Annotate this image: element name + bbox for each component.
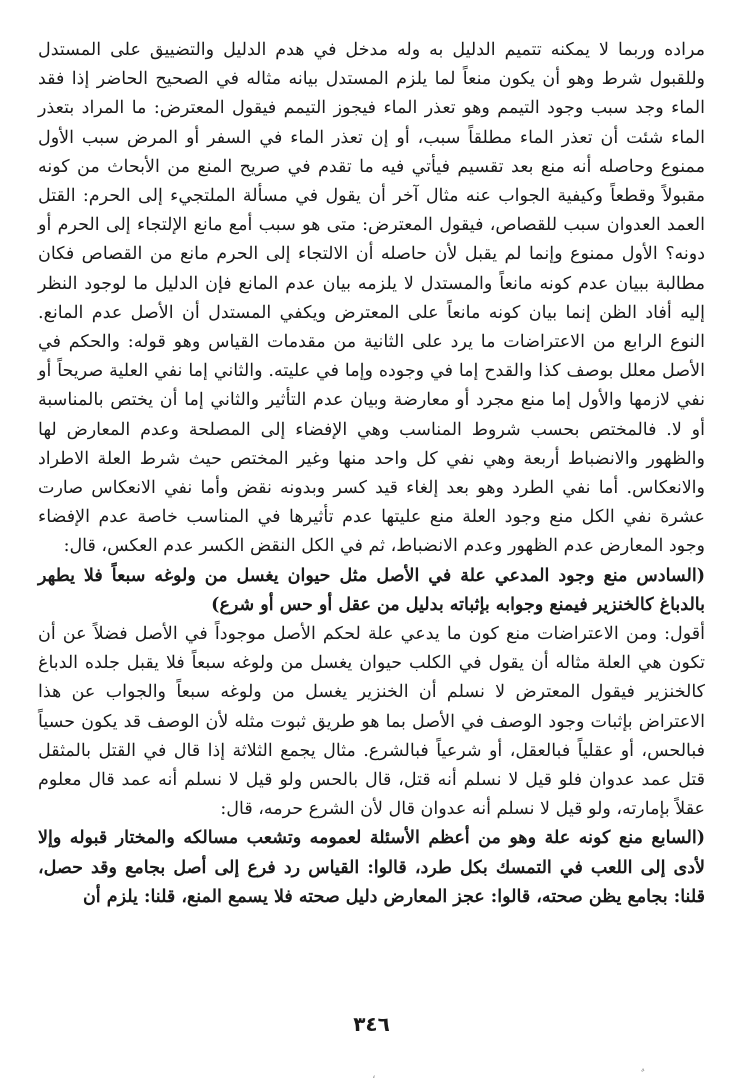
stray-mark: ، <box>372 1068 376 1081</box>
paragraph-sixth-commentary: أقول: ومن الاعتراضات منع كون ما يدعي علة لحكم الأصل موجوداً في الأصل فضلاً عن أن تكون هي العلة مثاله أن يقول في الكلب حيوان يغسل من ولوغه سبعاً فلا يقبل جلده الدباغ كالخنزير فيقول المعترض لا نسلم أن الخنزير يغسل من ولوغه سبعاً والجواب عن هذا الاعتراض بإثبات وجود الوصف في الأصل بما هو طريق ثبوت مثله لأن الوصف قد يكون حسياً فبالحس، أو عقلياً فبالعقل، أو شرعياً فبالشرع. مثال يجمع الثلاثة إذا قال في القتل بالمثقل قتل عمد عدوان فلو قيل لا نسلم أنه قتل، قال بالحس ولو قيل لا نسلم أنه عمد قال معلوم عقلاً بإمارته، ولو قيل لا نسلم أنه عدوان قال لأن الشرع حرمه، قال: <box>38 624 705 820</box>
text-seventh-objection: (السابع منع كونه علة وهو من أعظم الأسئلة لعمومه وتشعب مسالكه والمختار قبوله وإلا لأدى إلى اللعب في التمسك بكل طرد، قالوا: القياس رد فرع إلى أصل بجامع وقد حصل، قلنا: بجامع يظن صحته، قالوا: عجز المعارض دليل صحته فلا يسمع المنع، قلنا: يلزم أن <box>38 828 705 907</box>
paragraph-objection-types: مراده وربما لا يمكنه تتميم الدليل به وله مدخل في هدم الدليل والتضييق على المستدل وللقبول شرط وهو أن يكون منعاً لما يلزم المستدل بيانه مثاله في الصحيح الحاضر إذا فقد الماء وجد سبب وجود التيمم وهو تعذر الماء فيجوز التيمم فيقول المعترض: ما المراد بتعذر الماء شئت أن تعذر الماء مطلقاً سبب، أو إن تعذر الماء في السفر أو المرض سبب الأول ممنوع وحاصله أنه منع بعد تقسيم فيأتي فيه ما تقدم في صريح المنع من الأبحاث من كونه مقبولاً وقطعاً وكيفية الجواب عنه مثال آخر أن يقول في مسألة الملتجيء إلى الحرم: القتل العمد العدوان سبب للقصاص، فيقول المعترض: متى هو سبب أمع مانع الإلتجاء إلى الحرم أو دونه؟ الأول ممنوع وإنما لم يقبل لأن حاصله أن الالتجاء إلى الحرم مانع من القصاص فكان مطالبة ببيان عدم كونه مانعاً والمستدل لا يلزمه بيان عدم المانع فإن الدليل ما لوجود النظر إليه أفاد الظن إنما بيان كونه مانعاً على المعترض ويكفي المستدل أن الأصل عدم المانع. النوع الرابع من الاعتراضات ما يرد على الثانية من مقدمات القياس وهو قوله: والحكم في الأصل معلل بوصف كذا والقدح إما في وجوده وإما في عليته. والثاني إما نفي العلية صريحاً أو نفي لازمها والأول إما منع مجرد أو معارضة وبيان عدم التأثير والثاني إما أن يختص بالمناسبة أو لا. فالمختص بحسب شروط المناسب وهي الإفضاء إلى المصلحة وعدم المعارض لها والظهور والانضباط أربعة وهي نفي كل واحد منها وغير المختص حيث شرط العلة الاطراد والانعكاس. أما نفي الطرد وهو بعد إلغاء قيد كسر وبدونه نقض وأما نفي الانعكاس صارت عشرة نفي الكل منع وجود العلة منع عليتها عدم تأثيرها في المناسب خاصة عدم الإفضاء وجود المعارض عدم الظهور وعدم الانضباط، ثم في الكل النقض الكسر عدم العكس، قال: <box>38 40 705 557</box>
page-number: ٣٤٦ <box>353 1012 390 1036</box>
page-body <box>38 36 705 912</box>
text-sixth-objection: (السادس منع وجود المدعي علة في الأصل مثل حيوان يغسل من ولوغه سبعاً فلا يطهر بالدباغ كالخنزير فيمنع وجوابه بإثباته بدليل من عقل أو حس أو شرع) <box>38 565 705 615</box>
footer-stray-marks <box>0 1068 743 1082</box>
